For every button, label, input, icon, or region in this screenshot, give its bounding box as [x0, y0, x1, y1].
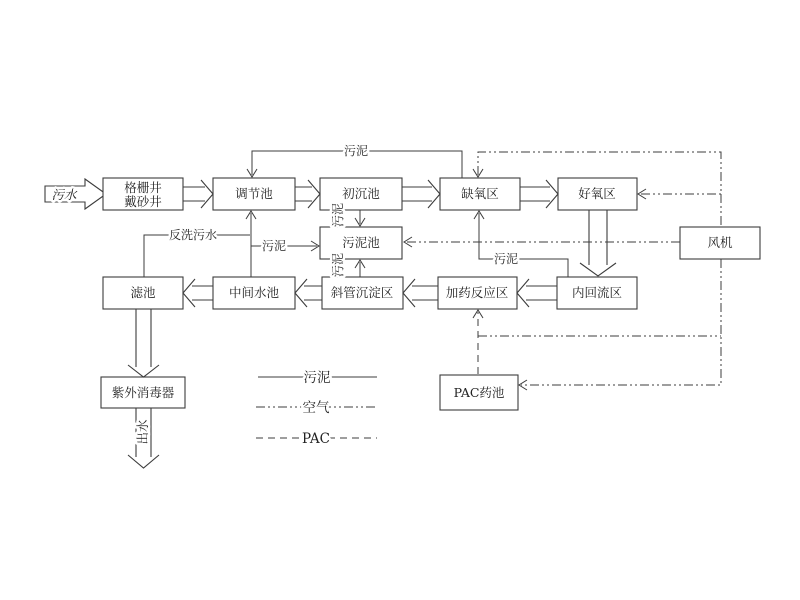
arrow-chevron [128, 455, 159, 468]
legend-item-air [256, 400, 376, 416]
node-inclined-tube-settling [322, 277, 403, 309]
arrow-primary-to-anoxic [402, 180, 440, 208]
legend [256, 370, 377, 447]
arrow-chevron [201, 180, 213, 208]
node-filter-tank [103, 277, 183, 309]
flow-backwash-filter-to-regulating [144, 211, 256, 277]
arrow-aerobic-to-reflux [580, 210, 616, 276]
flow-line [479, 213, 568, 277]
node-intermediate-tank [213, 277, 295, 309]
blower-label: 风机 [707, 235, 733, 250]
arrow-intermediate-to-filter [183, 279, 213, 307]
flow-sludge-reflux-to-anoxic [474, 211, 568, 277]
arrow-chevron [183, 279, 195, 307]
filter-tank-label: 滤池 [130, 285, 156, 300]
grid-well-label-line1: 格栅井 [124, 180, 162, 195]
arrow-anoxic-to-aerobic [520, 180, 558, 208]
legend-air-label: 空气 [302, 400, 330, 416]
legend-pac-label: PAC [302, 431, 330, 447]
node-blower [680, 227, 760, 259]
backwash-label: 反洗污水 [168, 228, 218, 242]
node-dosing-reaction [438, 277, 517, 309]
primary-sedimentation-label: 初沉池 [342, 186, 380, 201]
arrow-chevron [128, 365, 159, 377]
node-internal-reflux [557, 277, 637, 309]
legend-sludge-label: 污泥 [303, 370, 331, 386]
sludge-top-label: 污泥 [343, 144, 369, 158]
pac-tank-to-dosing [473, 310, 483, 374]
node-pac-tank [440, 375, 518, 410]
pac-tank-label: PAC药池 [453, 385, 505, 400]
arrow-gridwell-to-regulating [183, 180, 213, 208]
node-aerobic-zone [558, 178, 637, 210]
arrow-chevron [403, 279, 415, 307]
sludge-left-label: 污泥 [261, 239, 287, 253]
inclined-tube-settling-label: 斜管沉淀区 [330, 285, 394, 300]
arrow-uv-to-outflow [128, 408, 159, 468]
legend-item-sludge [258, 370, 377, 386]
node-regulating-tank [213, 178, 295, 210]
node-anoxic-zone [440, 178, 520, 210]
grid-well-label-line2: 戴砂井 [124, 194, 162, 209]
sludge-vertical-label-bottom: 污泥 [331, 252, 345, 278]
air-blower-to-sludge-tank [404, 237, 680, 247]
anoxic-zone-label: 缺氧区 [461, 186, 499, 201]
arrow-filter-to-uv [128, 309, 159, 377]
arrow-dosing-to-inclined [403, 279, 438, 307]
arrow-chevron [580, 263, 616, 276]
arrow-chevron [295, 279, 307, 307]
node-uv-disinfector [101, 377, 185, 408]
intermediate-tank-label: 中间水池 [228, 285, 280, 300]
arrow-regulating-to-primary [295, 180, 320, 208]
flow-sludge-to-sludge-tank-left [251, 239, 319, 253]
inflow-label: 污水 [51, 187, 77, 202]
flow-sludge-anoxic-to-regulating [247, 144, 462, 178]
arrow-chevron [517, 279, 529, 307]
regulating-tank-label: 调节池 [235, 186, 273, 201]
arrow-chevron [546, 180, 558, 208]
sludge-vertical-label-top: 污泥 [331, 202, 345, 228]
inflow-arrow [45, 179, 106, 209]
aerobic-zone-label: 好氧区 [578, 186, 616, 201]
internal-reflux-label: 内回流区 [571, 285, 623, 300]
arrow-reflux-to-dosing [517, 279, 557, 307]
legend-item-pac [256, 431, 377, 447]
uv-disinfector-label: 紫外消毒器 [111, 385, 175, 400]
arrow-inclined-to-intermediate [295, 279, 322, 307]
node-grid-well [103, 178, 183, 210]
outflow-label: 出水 [135, 419, 150, 445]
arrow-chevron [428, 180, 440, 208]
air-blower-to-aerobic [638, 189, 721, 199]
sludge-reflux-label: 污泥 [493, 252, 519, 266]
arrow-chevron [308, 180, 320, 208]
sludge-tank-label: 污泥池 [342, 235, 380, 250]
dosing-reaction-label: 加药反应区 [445, 285, 509, 300]
